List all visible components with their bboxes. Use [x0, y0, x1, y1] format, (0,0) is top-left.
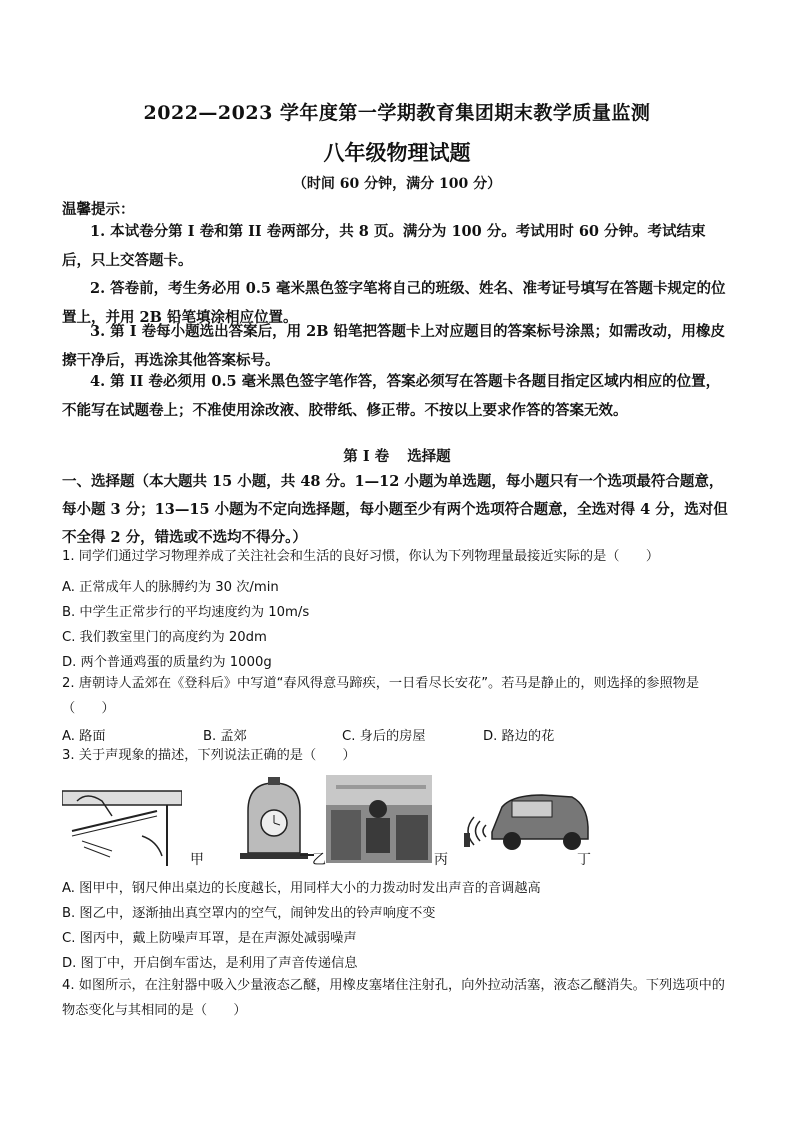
figure-label: 甲 [190, 852, 204, 868]
question-figures [62, 773, 622, 868]
question-option: C. 我们教室里门的高度约为 20dm [62, 630, 267, 645]
tip-item: 1. 本试卷分第 I 卷和第 II 卷两部分，共 8 页。满分为 100 分。考试用时 60 分钟。考试结束后，只上交答题卡。 [62, 223, 706, 269]
figure-label: 乙 [312, 852, 326, 868]
question-option: B. 中学生正常步行的平均速度约为 10m/s [62, 605, 310, 620]
section-title-a: 第 I 卷 [343, 448, 390, 465]
ruler-figure [62, 781, 182, 866]
question-option: D. 两个普通鸡蛋的质量约为 1000g [62, 655, 272, 670]
exam-title: 2022—2023 学年度第一学期教育集团期末教学质量监测 [143, 102, 651, 124]
question-option: D. 路边的花 [483, 729, 555, 744]
section-title-b: 选择题 [407, 448, 451, 465]
question-stem: 4. 如图所示，在注射器中吸入少量液态乙醚，用橡皮塞堵住注射孔，向外拉动活塞，液态乙醚消失。下列选项中的物态变化与其相同的是（ ） [62, 978, 725, 1018]
question-option: C. 身后的房屋 [342, 729, 426, 744]
bell-jar-figure [234, 773, 314, 865]
question-option: A. 路面 [62, 729, 106, 744]
figure-label: 丁 [577, 852, 591, 868]
question-option: A. 图甲中，钢尺伸出桌边的长度越长，用同样大小的力拨动时发出声音的音调越高 [62, 881, 541, 896]
tips-heading: 温馨提示： [62, 201, 135, 218]
question-option: C. 图丙中，戴上防噪声耳罩，是在声源处减弱噪声 [62, 931, 357, 946]
question-option: D. 图丁中，开启倒车雷达，是利用了声音传递信息 [62, 956, 358, 971]
section-title [0, 445, 794, 466]
question-stem: 3. 关于声现象的描述，下列说法正确的是（ ） [62, 748, 356, 763]
exam-subtitle: 八年级物理试题 [323, 140, 471, 165]
question-stem: 2. 唐朝诗人孟郊在《登科后》中写道“春风得意马蹄疾，一日看尽长安花”。若马是静止的，则选择的参照物是（ ） [62, 676, 700, 716]
figure-label: 丙 [434, 852, 448, 868]
tip-item: 2. 答卷前，考生务必用 0.5 毫米黑色签字笔将自己的班级、姓名、准考证号填写在答题卡规定的位置上，并用 2B 铅笔填涂相应位置。 [62, 280, 726, 326]
reversing-radar-car-figure [462, 777, 592, 862]
exam-time-info: （时间 60 分钟，满分 100 分） [292, 176, 502, 192]
question-option: B. 孟郊 [203, 729, 247, 744]
factory-worker-figure [326, 775, 432, 863]
tip-item: 4. 第 II 卷必须用 0.5 毫米黑色签字笔作答，答案必须写在答题卡各题目指定区域内相应的位置，不能写在试题卷上；不准使用涂改液、胶带纸、修正带。不按以上要求作答的答案无效。 [62, 373, 721, 419]
question-option: B. 图乙中，逐渐抽出真空罩内的空气，闹钟发出的铃声响度不变 [62, 906, 436, 921]
question-option: A. 正常成年人的脉膊约为 30 次/min [62, 580, 279, 595]
question-stem: 1. 同学们通过学习物理养成了关注社会和生活的良好习惯，你认为下列物理量最接近实际的是（ ） [62, 549, 660, 564]
tip-item: 3. 第 I 卷每小题选出答案后，用 2B 铅笔把答题卡上对应题目的答案标号涂黑；如需改动，用橡皮擦干净后，再选涂其他答案标号。 [62, 323, 726, 369]
part-heading: 一、选择题（本大题共 15 小题，共 48 分。1—12 小题为单选题，每小题只有一个选项最符合题意，每小题 3 分；13—15 小题为不定向选择题，每小题至少有两个选项符合题意，全选对得 4 分，选对但不全得 2 分，错选或不选均不得分。） [62, 473, 728, 546]
